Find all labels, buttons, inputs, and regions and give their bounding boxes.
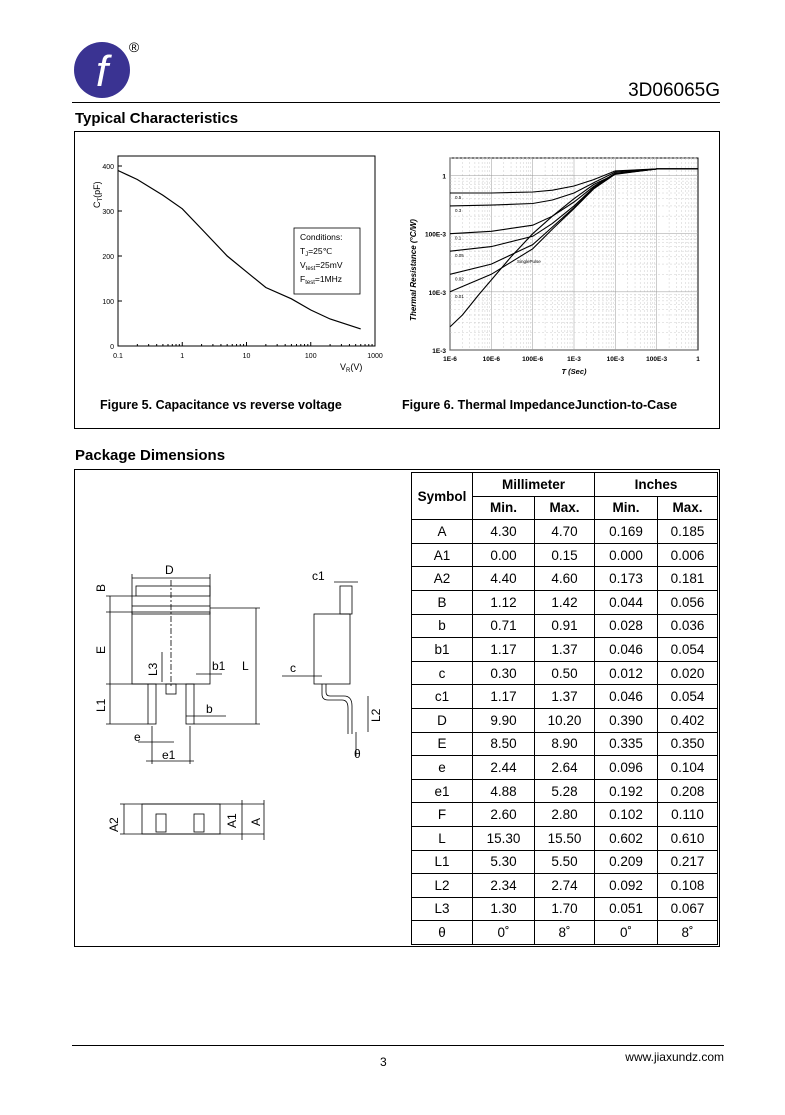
table-row [412,567,718,591]
mm-max-cell: 4.70 [535,520,595,544]
dim-label-L3: L3 [146,662,160,676]
dim-label-A2: A2 [107,817,121,832]
table-row [412,921,718,945]
mm-max-cell: 10.20 [535,708,595,732]
package-drawing [86,556,386,856]
symbol-cell: A [412,520,473,544]
series-label: 0.02 [455,276,464,282]
y-tick-label: 10E-3 [428,289,446,297]
x-tick-label: 1E-6 [443,356,457,363]
in-max-cell: 0.402 [658,708,718,732]
table-row [412,897,718,921]
mm-min-cell: 8.50 [473,732,535,756]
in-max-cell: 0.054 [658,638,718,662]
header-rule [72,102,720,103]
in-max-cell: 0.181 [658,567,718,591]
mm-max-cell: 8˚ [535,921,595,945]
mm-min-cell: 0˚ [473,921,535,945]
x-tick-label: 0.1 [113,353,123,360]
x-tick-label: 1 [696,356,700,363]
dim-label-L: L [242,659,249,673]
condition-line: $T_J=25℃$ [300,246,333,258]
x-axis-label: T (Sec) [561,367,587,376]
in-max-cell: 0.217 [658,850,718,874]
millimeter-header: Millimeter [473,473,595,497]
in-min-cell: 0.046 [595,638,658,662]
x-tick-label: 100E-6 [522,356,544,363]
inches-header: Inches [595,473,718,497]
table-row [412,756,718,780]
symbol-cell: B [412,590,473,614]
symbol-cell: F [412,803,473,827]
symbol-cell: L3 [412,897,473,921]
y-axis-label: $C_T(pF)$ [92,181,104,208]
mm-max-cell: 8.90 [535,732,595,756]
x-tick-label: 100 [304,353,317,360]
in-max-cell: 0.006 [658,543,718,567]
table-row [412,543,718,567]
mm-max-cell: 15.50 [535,826,595,850]
thermal-impedance-chart [404,144,714,384]
dim-label-c: c [290,661,296,675]
in-max-cell: 0.036 [658,614,718,638]
in-min-header: Min. [595,496,658,520]
mm-max-cell: 0.91 [535,614,595,638]
mm-max-cell: 0.50 [535,661,595,685]
symbol-cell: E [412,732,473,756]
series-label: 0.5 [455,195,462,201]
mm-min-cell: 0.71 [473,614,535,638]
in-min-cell: 0.000 [595,543,658,567]
mm-max-cell: 5.28 [535,779,595,803]
dim-label-e: e [134,730,141,744]
in-min-cell: 0.173 [595,567,658,591]
x-tick-label: 1 [180,353,185,360]
symbol-cell: L [412,826,473,850]
mm-max-cell: 1.70 [535,897,595,921]
mm-min-cell: 1.17 [473,638,535,662]
condition-line: $F_{test}=1MHz$ [300,274,343,286]
table-row [412,826,718,850]
x-tick-label: 1000 [367,353,383,360]
mm-min-cell: 2.60 [473,803,535,827]
table-row [412,779,718,803]
in-min-cell: 0.335 [595,732,658,756]
table-row [412,708,718,732]
y-tick-label: 0 [110,344,114,351]
symbol-cell: e1 [412,779,473,803]
y-tick-label: 1 [442,173,446,181]
company-logo [72,38,142,98]
figure5-caption: Figure 5. Capacitance vs reverse voltage [100,398,342,412]
y-axis-label: Thermal Resistance (°C/W) [409,219,418,321]
in-min-cell: 0.169 [595,520,658,544]
symbol-cell: c [412,661,473,685]
mm-min-cell: 2.34 [473,874,535,898]
in-min-cell: 0.192 [595,779,658,803]
figure6-caption: Figure 6. Thermal ImpedanceJunction-to-Case [402,398,678,412]
in-max-cell: 0.185 [658,520,718,544]
in-max-cell: 0.054 [658,685,718,709]
symbol-cell: D [412,708,473,732]
series-label: 0.05 [455,253,464,259]
dim-label-B: B [94,583,108,592]
table-row [412,850,718,874]
mm-min-cell: 1.12 [473,590,535,614]
y-tick-label: 200 [102,254,114,261]
section-title-package: Package Dimensions [75,447,226,464]
symbol-header: Symbol [412,473,473,520]
dim-label-theta: θ [354,747,361,761]
in-max-cell: 0.108 [658,874,718,898]
symbol-cell: b1 [412,638,473,662]
table-row [412,590,718,614]
symbol-cell: e [412,756,473,780]
y-tick-label: 100E-3 [425,231,446,239]
mm-max-cell: 5.50 [535,850,595,874]
in-max-header: Max. [658,496,718,520]
series-label: SinglePulse [517,258,541,264]
table-row [412,638,718,662]
table-row [412,685,718,709]
capacitance-chart [82,148,392,384]
x-tick-label: 10E-6 [482,356,501,363]
logo-letter: f [95,47,109,96]
mm-min-cell: 9.90 [473,708,535,732]
in-min-cell: 0.051 [595,897,658,921]
page-number: 3 [380,1055,387,1069]
mm-min-cell: 15.30 [473,826,535,850]
symbol-cell: b [412,614,473,638]
condition-line: $V_{test}=25mV$ [300,260,343,272]
in-min-cell: 0.602 [595,826,658,850]
mm-max-cell: 4.60 [535,567,595,591]
mm-max-cell: 1.42 [535,590,595,614]
dim-label-A: A [249,817,263,826]
table-row [412,661,718,685]
in-max-cell: 0.104 [658,756,718,780]
in-min-cell: 0.092 [595,874,658,898]
mm-min-cell: 0.30 [473,661,535,685]
dim-label-b1: b1 [212,659,226,673]
dim-label-e1: e1 [162,748,176,762]
y-tick-label: 1E-3 [432,348,446,355]
in-min-cell: 0.209 [595,850,658,874]
dim-label-b: b [206,702,213,716]
dim-label-E: E [94,645,108,654]
mm-min-cell: 1.17 [473,685,535,709]
dimensions-table [411,472,718,945]
mm-min-cell: 1.30 [473,897,535,921]
condition-line: Conditions: [300,232,343,242]
series-label: 0.01 [455,293,464,299]
website: www.jiaxundz.com [625,1050,724,1064]
in-max-cell: 0.208 [658,779,718,803]
series-label: 0.3 [455,207,462,213]
in-max-cell: 8˚ [658,921,718,945]
table-row [412,520,718,544]
footer-rule [72,1045,724,1046]
dim-label-L2: L2 [369,708,383,722]
x-axis-label: $V_R(V)$ [340,362,363,374]
symbol-cell: θ [412,921,473,945]
symbol-cell: A1 [412,543,473,567]
in-max-cell: 0.067 [658,897,718,921]
symbol-cell: L1 [412,850,473,874]
mm-min-header: Min. [473,496,535,520]
series-label: 0.1 [455,235,462,241]
mm-min-cell: 0.00 [473,543,535,567]
in-max-cell: 0.610 [658,826,718,850]
x-tick-label: 10E-3 [606,356,625,363]
mm-max-cell: 2.64 [535,756,595,780]
table-row [412,614,718,638]
symbol-cell: L2 [412,874,473,898]
part-number: 3D06065G [628,80,720,101]
in-max-cell: 0.350 [658,732,718,756]
dim-label-D: D [165,563,174,577]
mm-min-cell: 4.88 [473,779,535,803]
mm-max-cell: 1.37 [535,638,595,662]
dim-label-L1: L1 [94,698,108,712]
mm-max-cell: 0.15 [535,543,595,567]
in-max-cell: 0.110 [658,803,718,827]
mm-min-cell: 5.30 [473,850,535,874]
in-min-cell: 0.046 [595,685,658,709]
table-row [412,874,718,898]
mm-max-cell: 1.37 [535,685,595,709]
mm-min-cell: 2.44 [473,756,535,780]
symbol-cell: c1 [412,685,473,709]
mm-min-cell: 4.40 [473,567,535,591]
table-row [412,803,718,827]
in-min-cell: 0.390 [595,708,658,732]
x-tick-label: 10 [242,353,251,360]
dim-label-c1: c1 [312,569,325,583]
y-tick-label: 100 [102,299,114,306]
in-max-cell: 0.056 [658,590,718,614]
y-tick-label: 300 [102,209,114,216]
in-max-cell: 0.020 [658,661,718,685]
x-tick-label: 1E-3 [567,356,581,363]
dim-label-A1: A1 [225,813,239,828]
mm-max-cell: 2.74 [535,874,595,898]
in-min-cell: 0.012 [595,661,658,685]
mm-max-header: Max. [535,496,595,520]
in-min-cell: 0.044 [595,590,658,614]
in-min-cell: 0˚ [595,921,658,945]
mm-min-cell: 4.30 [473,520,535,544]
x-tick-label: 100E-3 [646,356,668,363]
in-min-cell: 0.096 [595,756,658,780]
mm-max-cell: 2.80 [535,803,595,827]
symbol-cell: A2 [412,567,473,591]
in-min-cell: 0.028 [595,614,658,638]
y-tick-label: 400 [102,164,114,171]
registered-mark: ® [128,39,140,55]
in-min-cell: 0.102 [595,803,658,827]
table-row [412,732,718,756]
section-title-typical: Typical Characteristics [75,110,239,127]
